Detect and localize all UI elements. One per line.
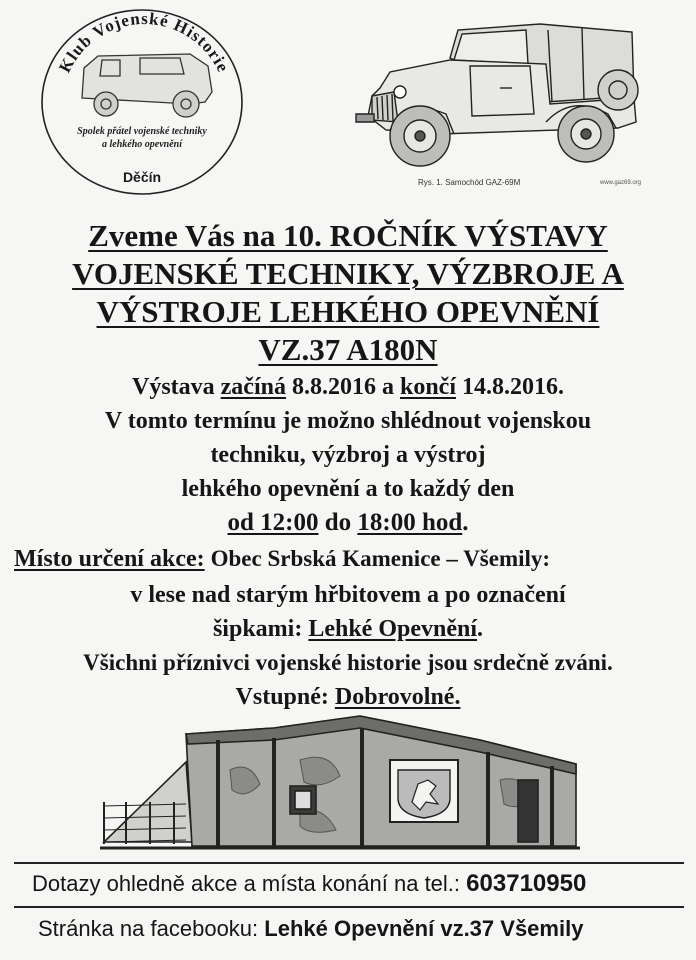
facebook-label: Stránka na facebooku: [38, 916, 259, 941]
place-line3-end: . [477, 616, 484, 642]
headline-line3-text: VÝSTROJE LEHKÉHO OPEVNĚNÍ [96, 294, 600, 329]
bunker-icon [100, 710, 580, 856]
time-to: 18:00 hod [357, 509, 463, 536]
footer-divider-top [14, 862, 684, 864]
place-value: Obec Srbská Kamenice – Všemily: [210, 546, 551, 571]
headline-line2 [0, 256, 696, 292]
contact-label: Dotazy ohledně akce a místa konání na tel.: [32, 871, 461, 896]
bunker-illustration [100, 710, 580, 856]
facebook-line [38, 916, 583, 942]
logo-jeep-icon [82, 54, 212, 117]
start-prefix: Výstava [131, 374, 215, 400]
headline-line3 [0, 294, 696, 330]
details-line2: V tomto termínu je možno shlédnout vojenskou [104, 408, 592, 434]
start-date: 8.8.2016 [291, 374, 376, 400]
headline-line4 [0, 332, 696, 368]
logo-city: Děčín [122, 169, 162, 185]
headline-line4-text: VZ.37 A180N [258, 332, 438, 367]
headline-line1-text: Zveme Vás na 10. ROČNÍK VÝSTAVY [88, 218, 608, 253]
vehicle-source: www.gaz69.org [600, 180, 642, 186]
club-logo [40, 6, 244, 196]
time-mid: do [324, 509, 352, 536]
logo-inner-line2: a lehkého opevnění [102, 139, 182, 150]
end-date: 14.8.2016. [462, 374, 564, 400]
footer-divider-middle [14, 906, 684, 908]
club-logo-graphic [40, 6, 244, 196]
facebook-page-name: Lehké Opevnění vz.37 Všemily [264, 916, 584, 941]
invite-line: Všichni příznivci vojenské historie jsou srdečně zváni. [83, 650, 613, 675]
jeep-icon [350, 18, 650, 178]
time-line [0, 508, 696, 538]
fee-value: Dobrovolné. [334, 684, 461, 710]
details-line4: lehkého opevnění a to každý den [181, 476, 515, 502]
place-line1 [14, 544, 550, 574]
place-line2: v lese nad starým hřbitovem a po označení [130, 582, 566, 608]
headline-line2-text: VOJENSKÉ TECHNIKY, VÝZBROJE A [72, 256, 624, 291]
vehicle-caption: Rys. 1. Samochód GAZ-69M [418, 178, 521, 187]
place-line3-value: Lehké Opevnění [308, 616, 478, 642]
fee-line [0, 682, 696, 712]
contact-phone: 603710950 [466, 870, 587, 897]
start-word: začíná [220, 374, 286, 400]
dates-line [0, 372, 696, 402]
time-end: . [462, 509, 469, 536]
contact-line [32, 870, 586, 898]
and-word: a [381, 374, 394, 400]
end-word: končí [399, 374, 456, 400]
time-from: od 12:00 [227, 509, 319, 536]
place-label: Místo určení akce: [14, 546, 205, 572]
logo-ring-text: Klub Vojenské Historie [55, 8, 234, 76]
logo-inner-line1: Spolek přátel vojenské techniky [77, 126, 207, 137]
place-line3 [0, 614, 696, 644]
vehicle-illustration [350, 18, 650, 190]
details-line3: techniku, výzbroj a výstroj [210, 442, 486, 468]
headline-line1 [0, 218, 696, 254]
fee-label: Vstupné: [235, 684, 329, 710]
place-line3-prefix: šipkami: [212, 616, 303, 642]
